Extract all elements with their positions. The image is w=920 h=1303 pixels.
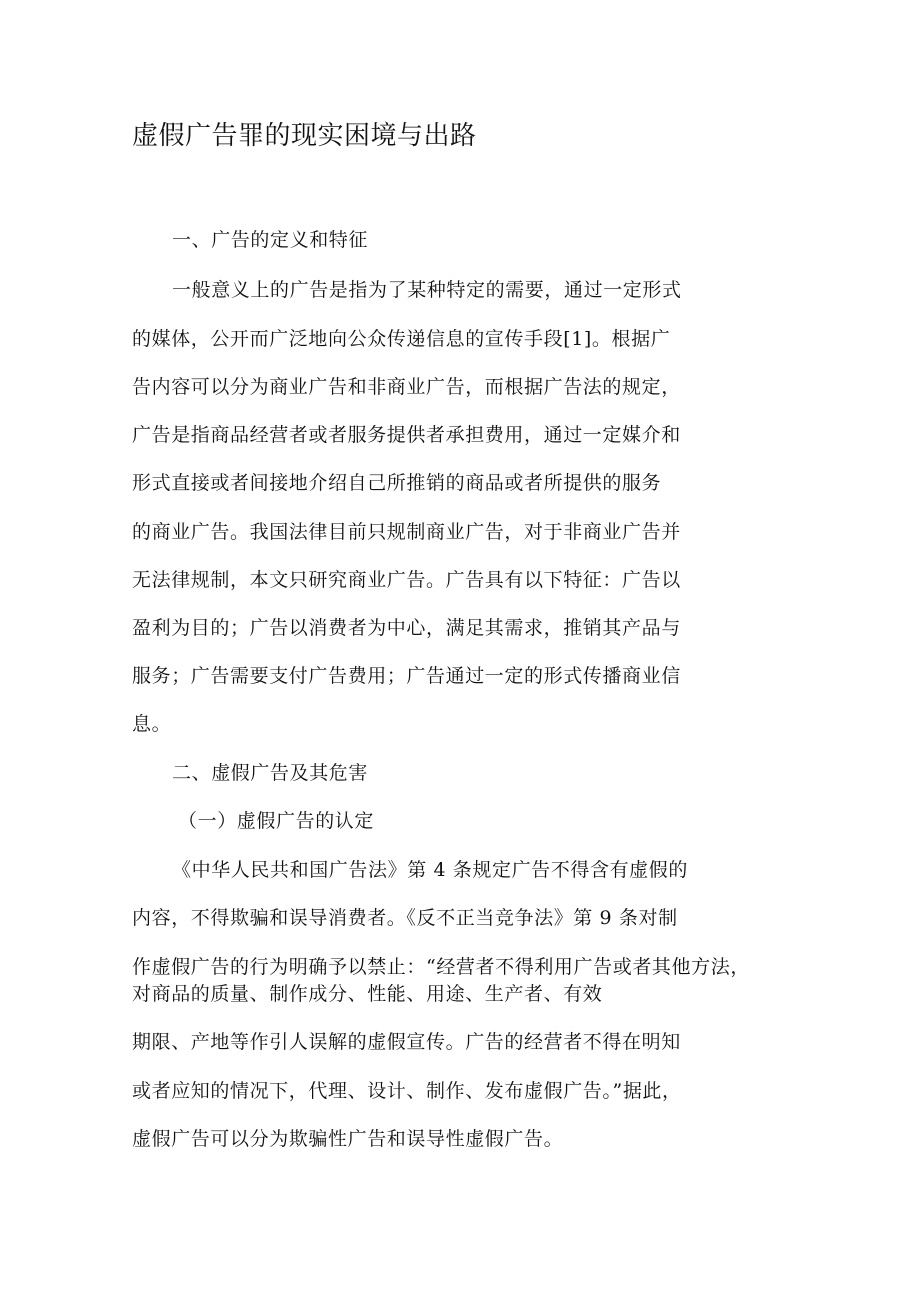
paragraph-line: 告内容可以分为商业广告和非商业广告，而根据广告法的规定， xyxy=(132,376,681,398)
paragraph-line: 期限、产地等作引人误解的虚假宣传。广告的经营者不得在明知 xyxy=(132,1031,681,1053)
paragraph-line: 内容，不得欺骗和误导消费者。《反不正当竞争法》第 9 条对制 xyxy=(132,907,678,929)
paragraph-line: 的商业广告。我国法律目前只规制商业广告，对于非商业广告并 xyxy=(132,521,681,543)
section-heading-2: 二、虚假广告及其危害 xyxy=(172,762,369,784)
paragraph-line: 《中华人民共和国广告法》第 4 条规定广告不得含有虚假的 xyxy=(172,859,688,881)
paragraph-line: 作虚假广告的行为明确予以禁止：“经营者不得利用广告或者其他方法， xyxy=(132,956,750,978)
subsection-heading: （一）虚假广告的认定 xyxy=(178,810,375,832)
paragraph-line: 盈利为目的；广告以消费者为中心，满足其需求，推销其产品与 xyxy=(132,617,681,639)
paragraph-line: 息。 xyxy=(132,713,172,735)
paragraph-line: 服务；广告需要支付广告费用；广告通过一定的形式传播商业信 xyxy=(132,665,681,687)
paragraph-line: 的媒体，公开而广泛地向公众传递信息的宣传手段[1]。根据广 xyxy=(132,328,671,350)
paragraph-line: 对商品的质量、制作成分、性能、用途、生产者、有效 xyxy=(132,983,603,1005)
section-heading-1: 一、广告的定义和特征 xyxy=(172,229,369,251)
paragraph-line: 或者应知的情况下，代理、设计、制作、发布虚假广告。”据此， xyxy=(132,1080,682,1102)
paragraph-line: 虚假广告可以分为欺骗性广告和误导性虚假广告。 xyxy=(132,1128,564,1150)
paragraph-line: 一般意义上的广告是指为了某种特定的需要，通过一定形式 xyxy=(172,279,682,301)
paragraph-line: 形式直接或者间接地介绍自己所推销的商品或者所提供的服务 xyxy=(132,472,662,494)
document-title: 虚假广告罪的现实困境与出路 xyxy=(132,121,477,151)
paragraph-line: 无法律规制，本文只研究商业广告。广告具有以下特征：广告以 xyxy=(132,569,681,591)
paragraph-line: 广告是指商品经营者或者服务提供者承担费用，通过一定媒介和 xyxy=(132,424,681,446)
